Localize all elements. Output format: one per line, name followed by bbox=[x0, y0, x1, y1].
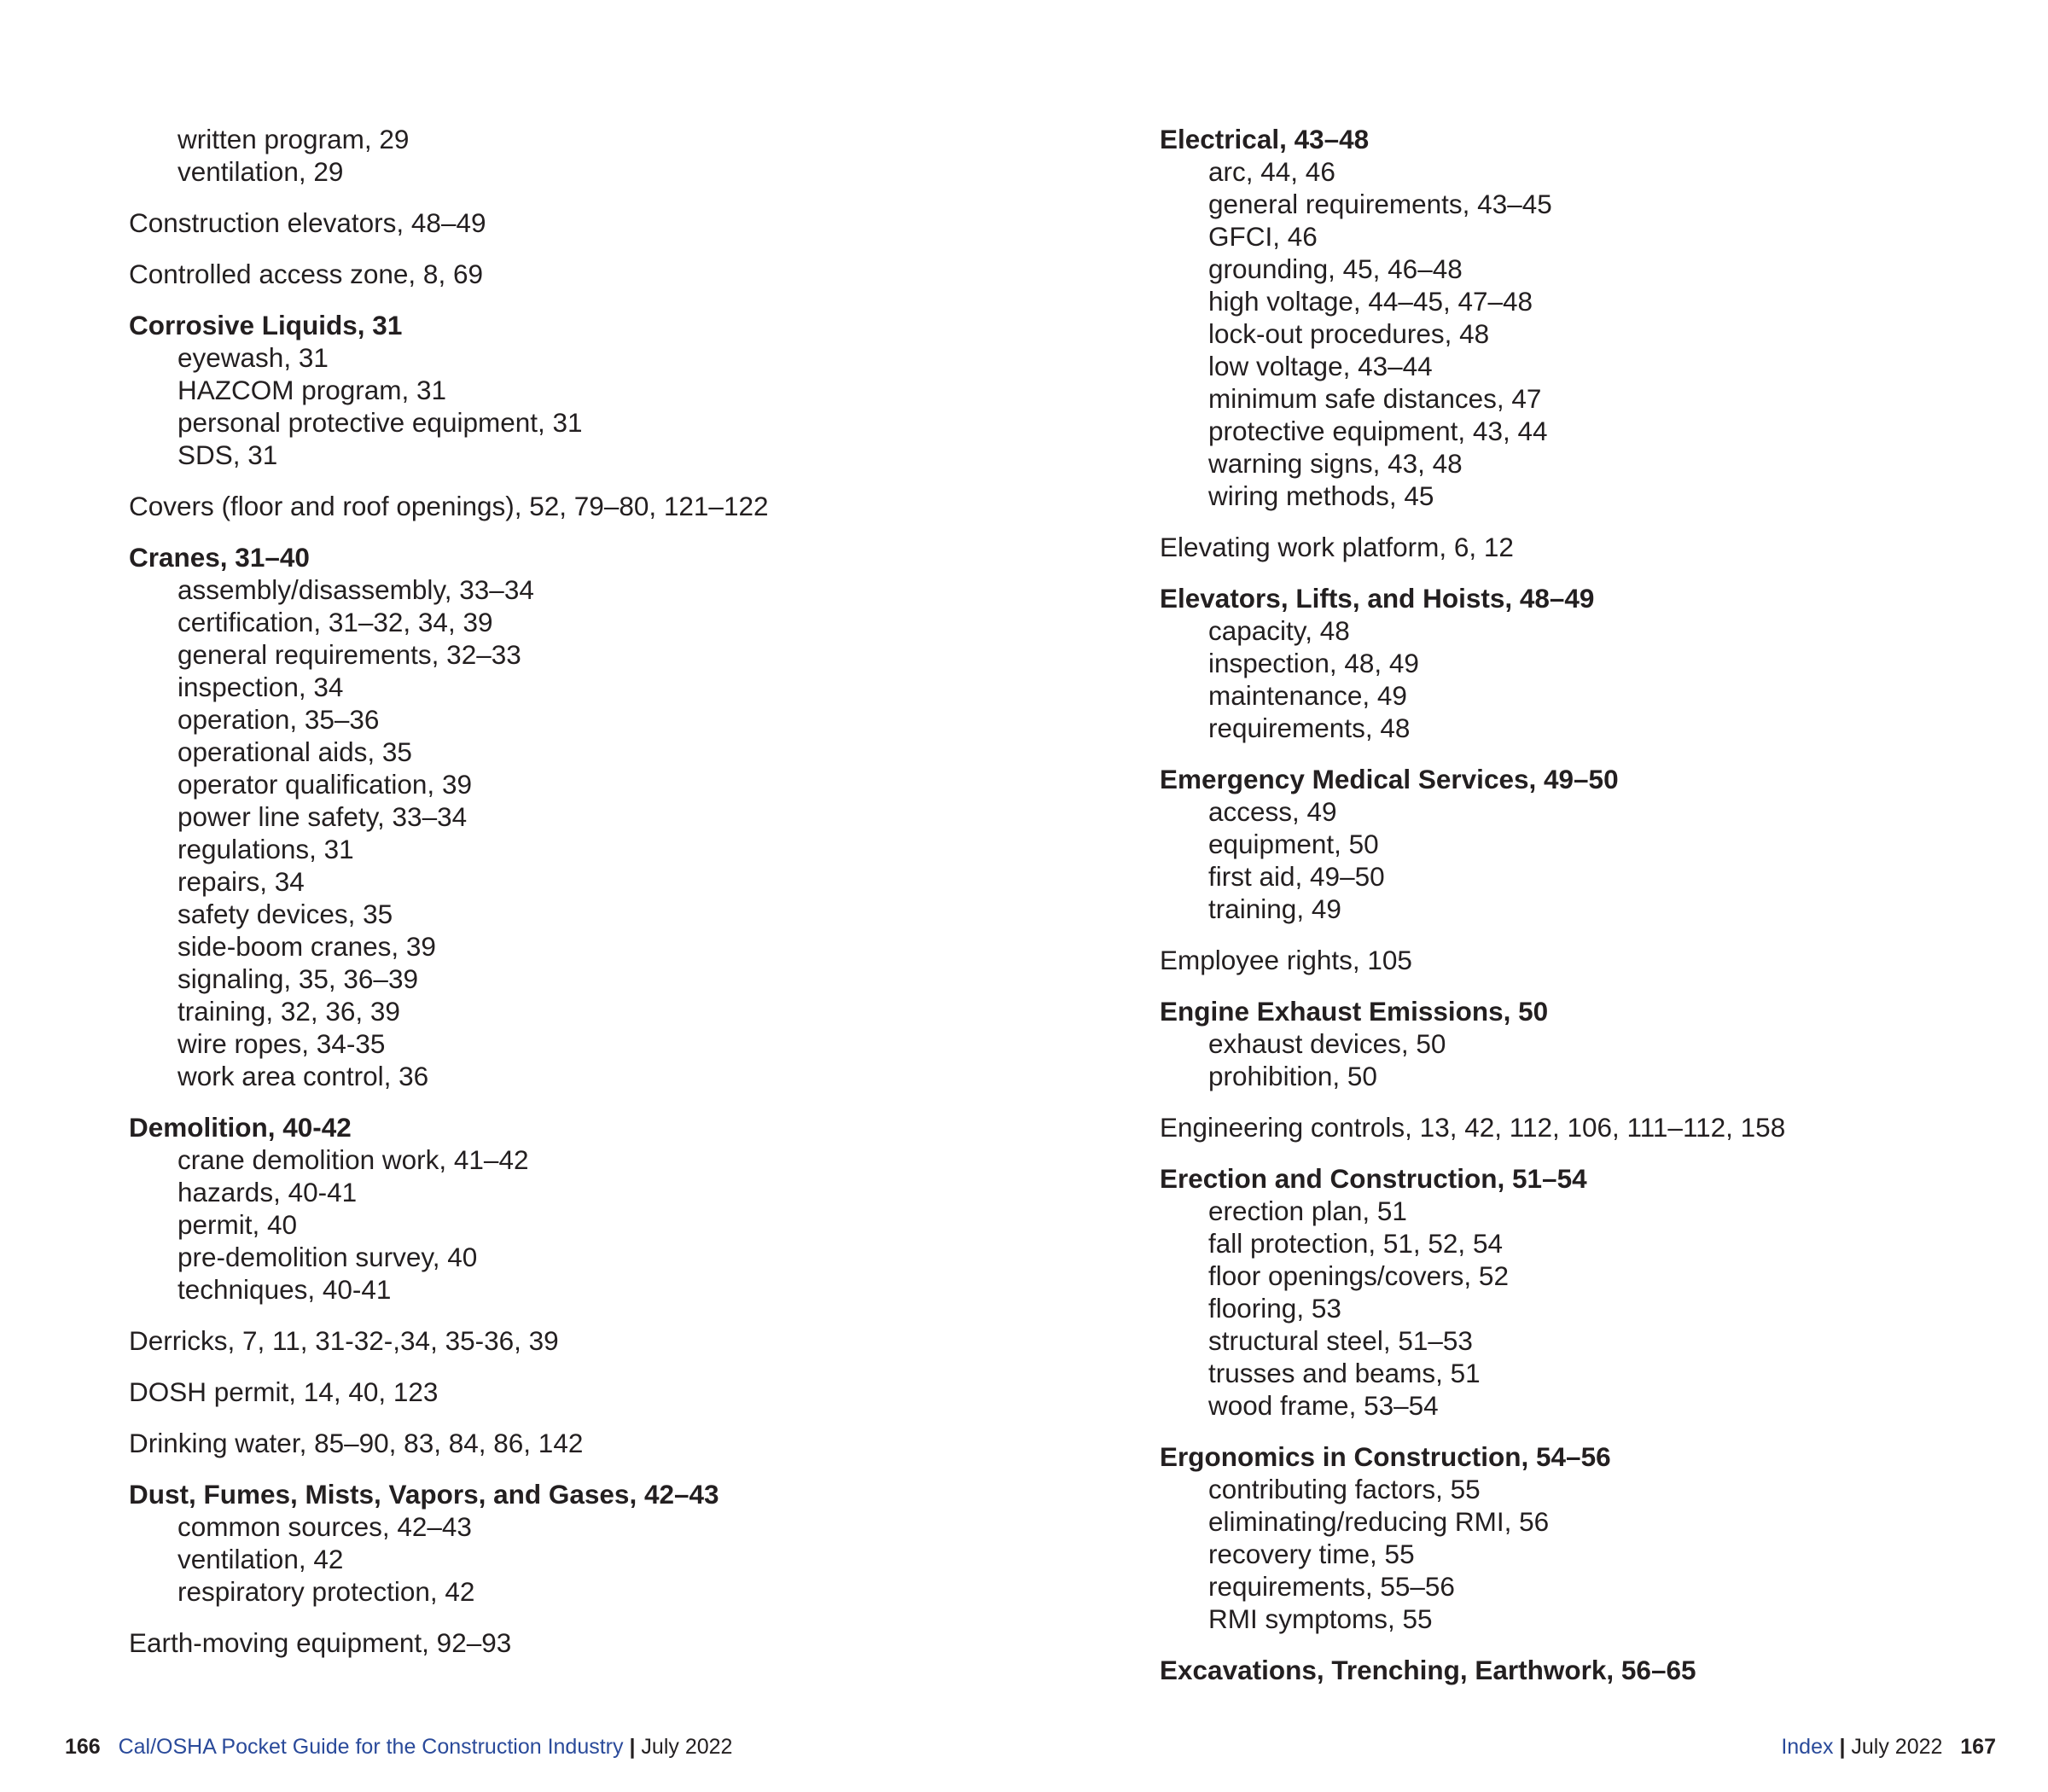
index-subentry: general requirements, 43–45 bbox=[1208, 189, 1552, 219]
index-subentry: capacity, 48 bbox=[1208, 615, 1350, 646]
index-subentry: assembly/disassembly, 33–34 bbox=[177, 574, 534, 605]
index-heading: Emergency Medical Services, 49–50 bbox=[1160, 764, 1619, 794]
index-subentry: requirements, 55–56 bbox=[1208, 1571, 1455, 1602]
index-heading: Corrosive Liquids, 31 bbox=[129, 310, 403, 340]
index-subentry: hazards, 40-41 bbox=[177, 1177, 358, 1207]
index-subentry: ventilation, 29 bbox=[177, 156, 344, 187]
footer-date: July 2022 bbox=[1851, 1735, 1943, 1759]
index-term: Elevating work platform, 6, 12 bbox=[1160, 532, 1514, 562]
index-subentry: exhaust devices, 50 bbox=[1208, 1028, 1446, 1059]
index-subentry: operational aids, 35 bbox=[177, 736, 412, 767]
index-subentry: recovery time, 55 bbox=[1208, 1539, 1415, 1569]
index-term: DOSH permit, 14, 40, 123 bbox=[129, 1376, 439, 1407]
index-subentry: warning signs, 43, 48 bbox=[1208, 448, 1463, 479]
section-index-link[interactable]: Index bbox=[1781, 1735, 1834, 1759]
publication-title-link[interactable]: Cal/OSHA Pocket Guide for the Construction Industry bbox=[118, 1735, 624, 1759]
footer-separator: | bbox=[1839, 1735, 1846, 1759]
page-number-left: 166 bbox=[65, 1735, 101, 1759]
index-entry bbox=[129, 309, 982, 471]
index-subentry: floor openings/covers, 52 bbox=[1208, 1260, 1509, 1291]
index-subentry: repairs, 34 bbox=[177, 866, 305, 897]
footer-date: July 2022 bbox=[641, 1735, 733, 1759]
index-entry bbox=[1160, 944, 2013, 976]
index-entry bbox=[129, 490, 982, 522]
index-column-right bbox=[1160, 123, 2013, 1705]
index-heading: Ergonomics in Construction, 54–56 bbox=[1160, 1441, 1611, 1472]
index-subentry: low voltage, 43–44 bbox=[1208, 351, 1433, 381]
index-subentry: signaling, 35, 36–39 bbox=[177, 963, 418, 994]
index-subentry: maintenance, 49 bbox=[1208, 680, 1407, 711]
index-entry bbox=[1160, 123, 2013, 512]
index-subentry: protective equipment, 43, 44 bbox=[1208, 416, 1548, 446]
index-subentry: operation, 35–36 bbox=[177, 704, 380, 735]
index-entry bbox=[129, 258, 982, 290]
page-number-right: 167 bbox=[1960, 1735, 1996, 1759]
index-heading: Demolition, 40-42 bbox=[129, 1112, 352, 1143]
index-subentry: general requirements, 32–33 bbox=[177, 639, 521, 670]
index-heading: Elevators, Lifts, and Hoists, 48–49 bbox=[1160, 583, 1595, 614]
index-subentry: first aid, 49–50 bbox=[1208, 861, 1385, 892]
index-subentry: wood frame, 53–54 bbox=[1208, 1390, 1439, 1421]
index-subentry: inspection, 48, 49 bbox=[1208, 648, 1419, 678]
index-subentry: inspection, 34 bbox=[177, 672, 344, 702]
index-subentry: arc, 44, 46 bbox=[1208, 156, 1335, 187]
index-term: Earth-moving equipment, 92–93 bbox=[129, 1627, 512, 1658]
index-subentry: equipment, 50 bbox=[1208, 829, 1379, 859]
index-subentry: wiring methods, 45 bbox=[1208, 480, 1434, 511]
index-entry bbox=[129, 207, 982, 239]
index-subentry: regulations, 31 bbox=[177, 834, 354, 864]
index-subentry: high voltage, 44–45, 47–48 bbox=[1208, 286, 1533, 317]
index-entry bbox=[129, 1111, 982, 1306]
index-heading: Excavations, Trenching, Earthwork, 56–65 bbox=[1160, 1655, 1696, 1685]
index-subentry: erection plan, 51 bbox=[1208, 1196, 1407, 1226]
index-subentry: structural steel, 51–53 bbox=[1208, 1325, 1473, 1356]
index-subentry: written program, 29 bbox=[177, 124, 410, 154]
index-subentry: SDS, 31 bbox=[177, 439, 278, 470]
index-subentry: pre-demolition survey, 40 bbox=[177, 1242, 478, 1272]
index-subentry: training, 49 bbox=[1208, 893, 1341, 924]
index-heading: Dust, Fumes, Mists, Vapors, and Gases, 42–43 bbox=[129, 1479, 719, 1510]
index-term: Drinking water, 85–90, 83, 84, 86, 142 bbox=[129, 1428, 584, 1458]
index-subentry: permit, 40 bbox=[177, 1209, 298, 1240]
index-heading: Electrical, 43–48 bbox=[1160, 124, 1370, 154]
index-subentry: operator qualification, 39 bbox=[177, 769, 472, 800]
index-entry bbox=[129, 1478, 982, 1608]
index-subentry: fall protection, 51, 52, 54 bbox=[1208, 1228, 1503, 1259]
index-subentry: certification, 31–32, 34, 39 bbox=[177, 607, 493, 637]
index-term: Covers (floor and roof openings), 52, 79–80, 121–122 bbox=[129, 491, 769, 521]
index-entry bbox=[1160, 531, 2013, 563]
footer-left bbox=[65, 1734, 732, 1760]
index-subentry: power line safety, 33–34 bbox=[177, 801, 468, 832]
index-subentry: common sources, 42–43 bbox=[177, 1511, 472, 1542]
index-heading: Engine Exhaust Emissions, 50 bbox=[1160, 996, 1549, 1027]
index-heading: Erection and Construction, 51–54 bbox=[1160, 1163, 1587, 1194]
index-entry bbox=[1160, 1162, 2013, 1422]
index-subentry: flooring, 53 bbox=[1208, 1293, 1341, 1324]
index-entry bbox=[1160, 1440, 2013, 1635]
index-subentry: work area control, 36 bbox=[177, 1061, 429, 1091]
index-term: Employee rights, 105 bbox=[1160, 945, 1412, 975]
index-subentry: grounding, 45, 46–48 bbox=[1208, 253, 1463, 284]
index-subentry: minimum safe distances, 47 bbox=[1208, 383, 1542, 414]
index-subentry: access, 49 bbox=[1208, 796, 1337, 827]
index-term: Controlled access zone, 8, 69 bbox=[129, 259, 483, 289]
index-subentry: contributing factors, 55 bbox=[1208, 1474, 1481, 1504]
index-subentry: trusses and beams, 51 bbox=[1208, 1358, 1481, 1388]
index-subentry: RMI symptoms, 55 bbox=[1208, 1603, 1433, 1634]
index-entry bbox=[129, 1376, 982, 1408]
index-entry bbox=[129, 1324, 982, 1357]
index-term: Construction elevators, 48–49 bbox=[129, 207, 486, 238]
index-entry bbox=[129, 1427, 982, 1459]
index-subentry: GFCI, 46 bbox=[1208, 221, 1318, 252]
index-column-left bbox=[129, 123, 982, 1678]
index-entry bbox=[1160, 582, 2013, 744]
footer-right bbox=[1781, 1734, 1996, 1760]
index-subentry: prohibition, 50 bbox=[1208, 1061, 1377, 1091]
index-entry bbox=[1160, 763, 2013, 925]
index-heading: Cranes, 31–40 bbox=[129, 542, 310, 573]
index-subentry: lock-out procedures, 48 bbox=[1208, 318, 1490, 349]
index-subentry: respiratory protection, 42 bbox=[177, 1576, 475, 1607]
index-subentry: crane demolition work, 41–42 bbox=[177, 1144, 529, 1175]
index-subentry: eyewash, 31 bbox=[177, 342, 329, 373]
index-subentry: ventilation, 42 bbox=[177, 1544, 344, 1574]
index-subentry: safety devices, 35 bbox=[177, 899, 393, 929]
index-subentry: techniques, 40-41 bbox=[177, 1274, 392, 1305]
index-term: Derricks, 7, 11, 31-32-,34, 35-36, 39 bbox=[129, 1325, 559, 1356]
index-subentry: eliminating/reducing RMI, 56 bbox=[1208, 1506, 1550, 1537]
footer-separator: | bbox=[629, 1735, 636, 1759]
index-subentry: HAZCOM program, 31 bbox=[177, 375, 447, 405]
index-subentry: training, 32, 36, 39 bbox=[177, 996, 400, 1027]
index-entry bbox=[129, 123, 982, 188]
index-entry bbox=[129, 541, 982, 1092]
index-entry bbox=[1160, 995, 2013, 1092]
index-subentry: personal protective equipment, 31 bbox=[177, 407, 583, 438]
index-entry bbox=[129, 1626, 982, 1659]
index-term: Engineering controls, 13, 42, 112, 106, 111–112, 158 bbox=[1160, 1112, 1786, 1143]
index-subentry: wire ropes, 34-35 bbox=[177, 1028, 386, 1059]
index-subentry: side-boom cranes, 39 bbox=[177, 931, 436, 962]
index-subentry: requirements, 48 bbox=[1208, 713, 1411, 743]
index-entry bbox=[1160, 1111, 2013, 1143]
index-entry bbox=[1160, 1654, 2013, 1686]
